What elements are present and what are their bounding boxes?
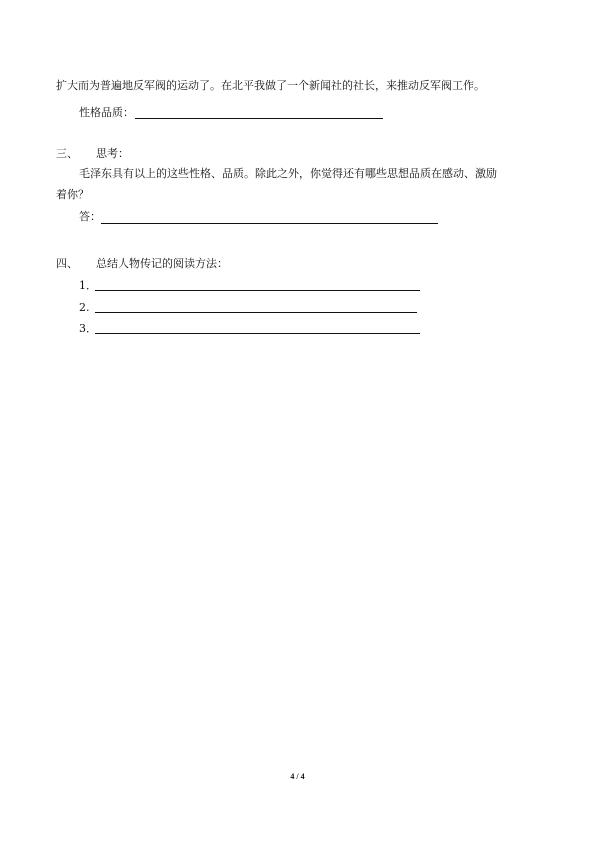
trait-answer-label: 性格品质：	[79, 106, 134, 119]
section-three-answer-line[interactable]	[101, 223, 438, 224]
method-item-2-label: 2.	[79, 301, 90, 314]
section-three-number: 三、	[56, 147, 78, 160]
section-three-answer-label: 答：	[79, 210, 101, 223]
section-three-question-line1: 毛泽东具有以上的这些性格、品质。除此之外，你觉得还有哪些思想品质在感动、激励	[79, 167, 497, 180]
section-three-title: 思考：	[96, 147, 129, 160]
trait-answer-line[interactable]	[135, 118, 383, 119]
method-item-1-line[interactable]	[95, 290, 420, 291]
section-four-number: 四、	[56, 257, 78, 270]
method-item-1-label: 1．	[79, 279, 97, 292]
section-three-question-line2: 着你？	[56, 188, 89, 201]
method-item-3-label: 3．	[79, 322, 97, 335]
method-item-2-line[interactable]	[95, 312, 417, 313]
section-four-title: 总结人物传记的阅读方法：	[96, 257, 228, 270]
page-number: 4 / 4	[290, 772, 305, 781]
continuation-paragraph: 扩大而为普遍地反军阀的运动了。在北平我做了一个新闻社的社长，来推动反军阀工作。	[56, 79, 485, 92]
method-item-3-line[interactable]	[95, 333, 420, 334]
